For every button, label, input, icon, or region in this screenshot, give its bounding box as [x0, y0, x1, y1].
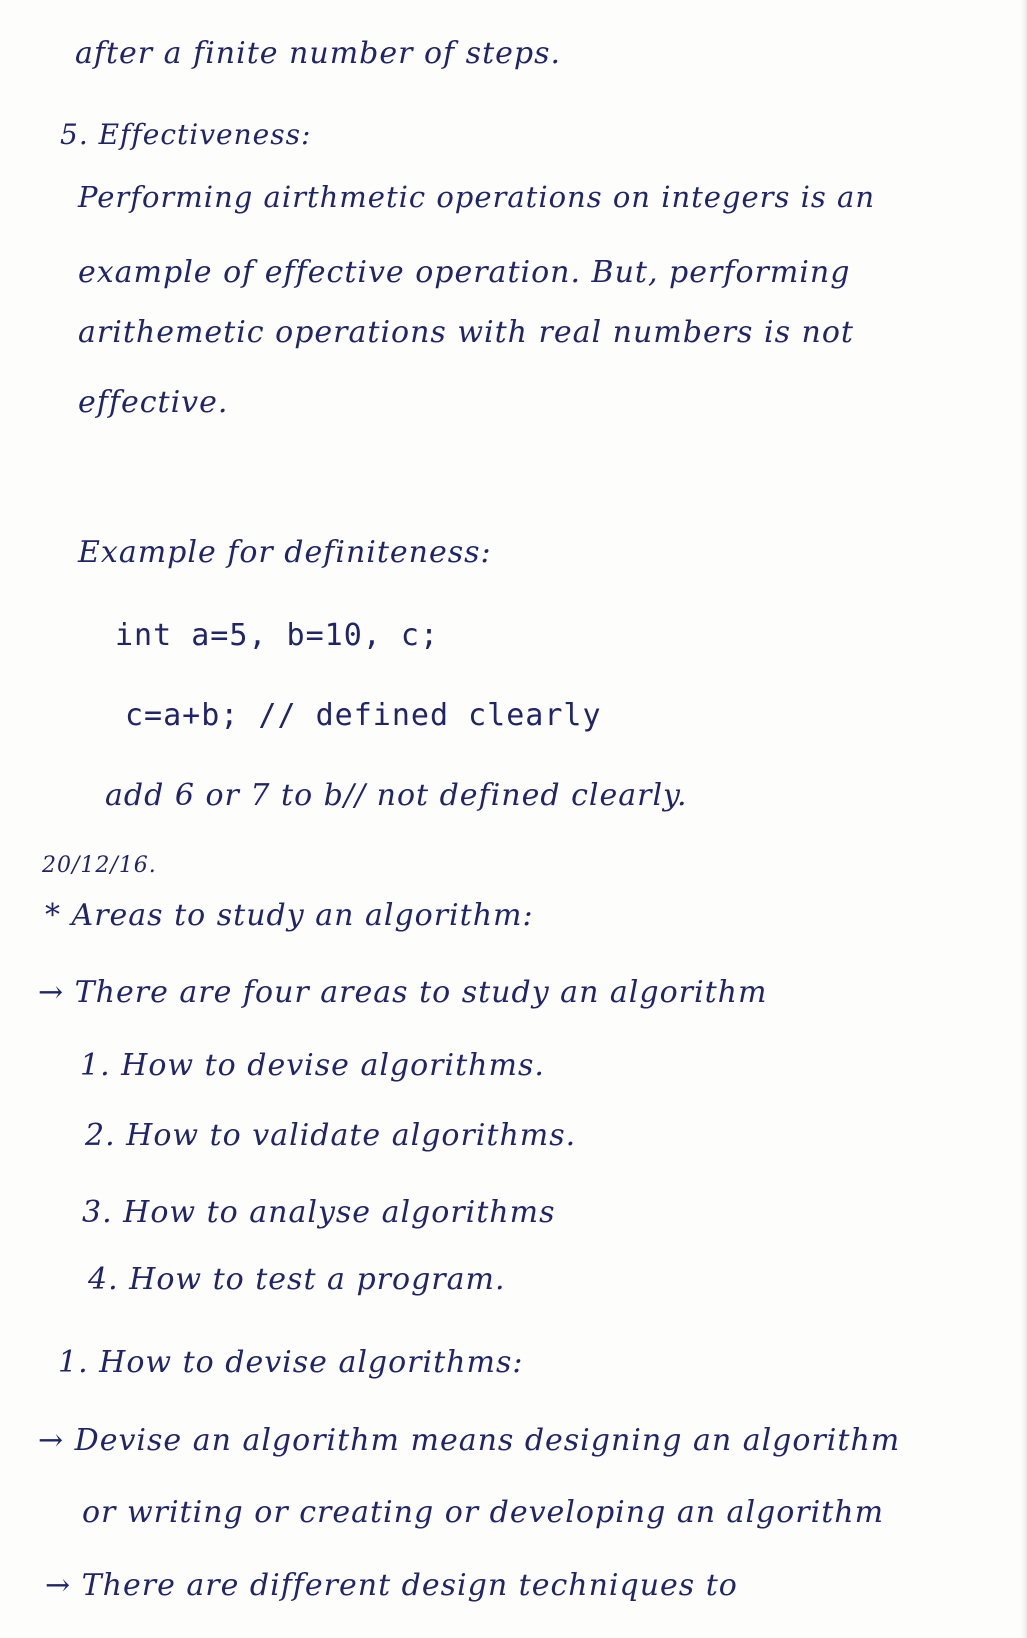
text-line-5: arithemetic operations with real numbers is not	[78, 315, 854, 350]
text-four-areas: → There are four areas to study an algorithm	[38, 975, 768, 1010]
text-line-1: after a finite number of steps.	[75, 36, 562, 71]
list-item-2: 2. How to validate algorithms.	[85, 1118, 577, 1153]
list-item-4: 4. How to test a program.	[88, 1262, 506, 1297]
text-devise-1: → Devise an algorithm means designing an algorithm	[38, 1423, 901, 1458]
text-line-6: effective.	[78, 385, 229, 420]
page-edge-shadow	[1021, 0, 1027, 1638]
heading-devise: 1. How to devise algorithms:	[58, 1345, 524, 1380]
heading-areas: * Areas to study an algorithm:	[45, 898, 534, 933]
text-devise-2: or writing or creating or developing an algorithm	[82, 1495, 885, 1530]
date-note: 20/12/16.	[42, 853, 157, 878]
code-line-2: c=a+b; // defined clearly	[125, 698, 602, 733]
list-item-1: 1. How to devise algorithms.	[80, 1048, 545, 1083]
code-line-1: int a=5, b=10, c;	[115, 618, 440, 653]
heading-definiteness-example: Example for definiteness:	[78, 535, 492, 570]
heading-effectiveness: 5. Effectiveness:	[60, 118, 312, 151]
list-item-3: 3. How to analyse algorithms	[82, 1195, 556, 1230]
text-line-3: Performing airthmetic operations on integers is an	[78, 180, 875, 214]
code-line-3: add 6 or 7 to b// not defined clearly.	[105, 778, 688, 813]
text-design-techniques: → There are different design techniques to	[45, 1568, 738, 1603]
text-line-4: example of effective operation. But, performing	[78, 255, 851, 290]
